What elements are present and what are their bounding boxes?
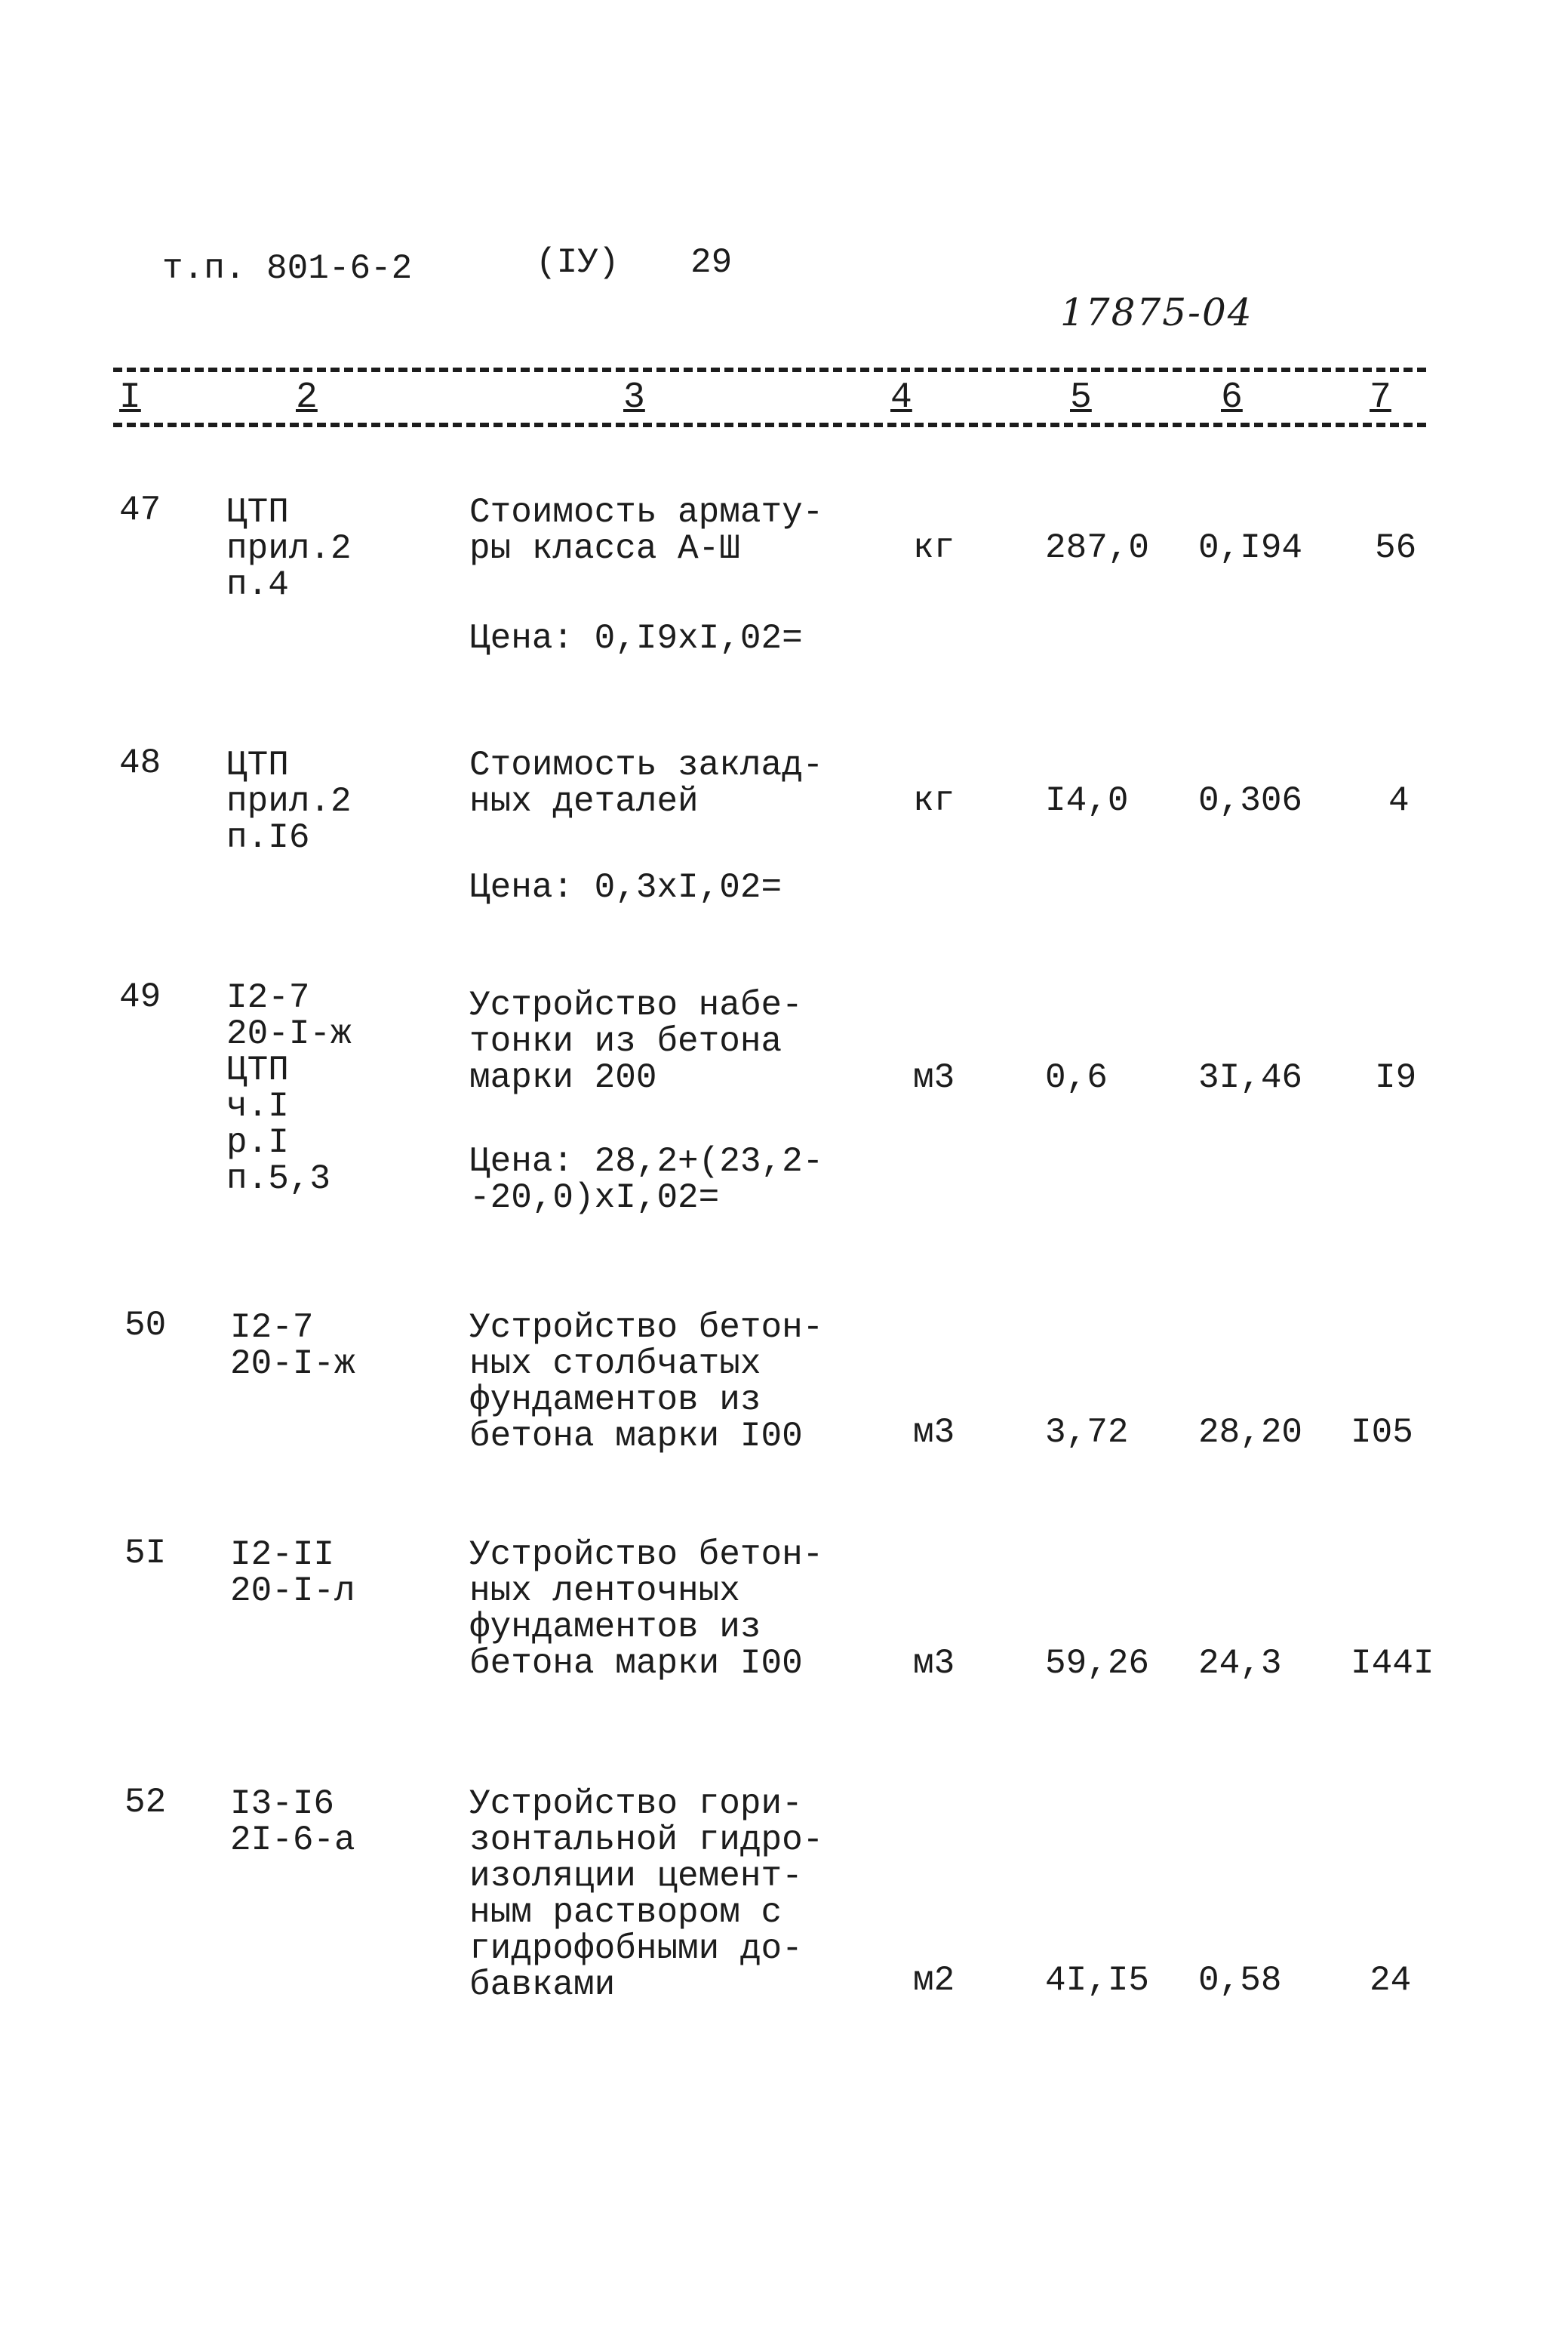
column-number-4: 4 bbox=[890, 377, 912, 418]
unit-cell: м3 bbox=[913, 1058, 955, 1097]
basis-cell: I2-7 20-I-ж ЦТП ч.I р.I п.5,3 bbox=[226, 978, 352, 1199]
column-number-5: 5 bbox=[1070, 377, 1092, 418]
header-dashed-line-bottom bbox=[113, 423, 1426, 427]
description-cell: Устройство бетон- ных ленточных фундаментов из бетона марки I00 bbox=[469, 1535, 824, 1683]
unit-cost-cell: 24,3 bbox=[1198, 1644, 1282, 1683]
unit-cost-cell: 0,I94 bbox=[1198, 528, 1303, 568]
column-number-1: I bbox=[119, 377, 141, 418]
quantity-cell: 287,0 bbox=[1045, 528, 1150, 568]
basis-cell: ЦТП прил.2 п.4 bbox=[226, 493, 352, 605]
unit-cost-cell: 3I,46 bbox=[1198, 1058, 1303, 1097]
project-code: т.п. 801-6-2 bbox=[162, 249, 413, 288]
quantity-cell: 3,72 bbox=[1045, 1413, 1129, 1452]
total-cell: 56 bbox=[1375, 528, 1417, 568]
description-cell: Стоимость заклад- ных деталей bbox=[469, 746, 824, 821]
price-formula: Цена: 0,3xI,02= bbox=[469, 868, 782, 907]
quantity-cell: I4,0 bbox=[1045, 781, 1129, 820]
unit-cost-cell: 0,58 bbox=[1198, 1961, 1282, 2000]
unit-cell: кг bbox=[913, 528, 955, 568]
unit-cell: м2 bbox=[913, 1961, 955, 2000]
quantity-cell: 4I,I5 bbox=[1045, 1961, 1150, 2000]
quantity-cell: 59,26 bbox=[1045, 1644, 1150, 1683]
basis-cell: I2-7 20-I-ж bbox=[230, 1308, 355, 1383]
quantity-cell: 0,6 bbox=[1045, 1058, 1108, 1097]
price-formula: Цена: 0,I9xI,02= bbox=[469, 619, 803, 658]
section-number: (IУ) bbox=[536, 243, 620, 282]
row-number: 48 bbox=[119, 743, 161, 783]
unit-cell: м3 bbox=[913, 1644, 955, 1683]
header-dashed-line-top bbox=[113, 368, 1426, 372]
row-number: 5I bbox=[125, 1534, 167, 1573]
row-number: 50 bbox=[125, 1306, 167, 1345]
basis-cell: I2-II 20-I-л bbox=[230, 1535, 355, 1611]
page-number: 29 bbox=[690, 243, 733, 282]
basis-cell: I3-I6 2I-6-а bbox=[230, 1784, 355, 1860]
price-formula: Цена: 28,2+(23,2- -20,0)xI,02= bbox=[469, 1142, 824, 1217]
column-number-2: 2 bbox=[296, 377, 318, 418]
column-number-6: 6 bbox=[1221, 377, 1243, 418]
column-number-3: 3 bbox=[623, 377, 645, 418]
description-cell: Устройство бетон- ных столбчатых фундаментов из бетона марки I00 bbox=[469, 1308, 824, 1456]
description-cell: Устройство набе- тонки из бетона марки 200 bbox=[469, 986, 803, 1097]
total-cell: 24 bbox=[1370, 1961, 1412, 2000]
unit-cell: кг bbox=[913, 781, 955, 820]
total-cell: 4 bbox=[1388, 781, 1410, 820]
row-number: 52 bbox=[125, 1783, 167, 1822]
row-number: 49 bbox=[119, 977, 161, 1017]
handwritten-number: 17875-04 bbox=[1060, 291, 1253, 334]
total-cell: I05 bbox=[1351, 1413, 1413, 1452]
basis-cell: ЦТП прил.2 п.I6 bbox=[226, 746, 352, 857]
description-cell: Стоимость армату- ры класса А-Ш bbox=[469, 493, 824, 568]
total-cell: I44I bbox=[1351, 1644, 1434, 1683]
unit-cost-cell: 0,306 bbox=[1198, 781, 1303, 820]
unit-cost-cell: 28,20 bbox=[1198, 1413, 1303, 1452]
column-number-7: 7 bbox=[1370, 377, 1391, 418]
total-cell: I9 bbox=[1375, 1058, 1417, 1097]
unit-cell: м3 bbox=[913, 1413, 955, 1452]
row-number: 47 bbox=[119, 491, 161, 530]
description-cell: Устройство гори- зонтальной гидро- изоляции цемент- ным раствором с гидрофобными до- бавками bbox=[469, 1784, 824, 2005]
